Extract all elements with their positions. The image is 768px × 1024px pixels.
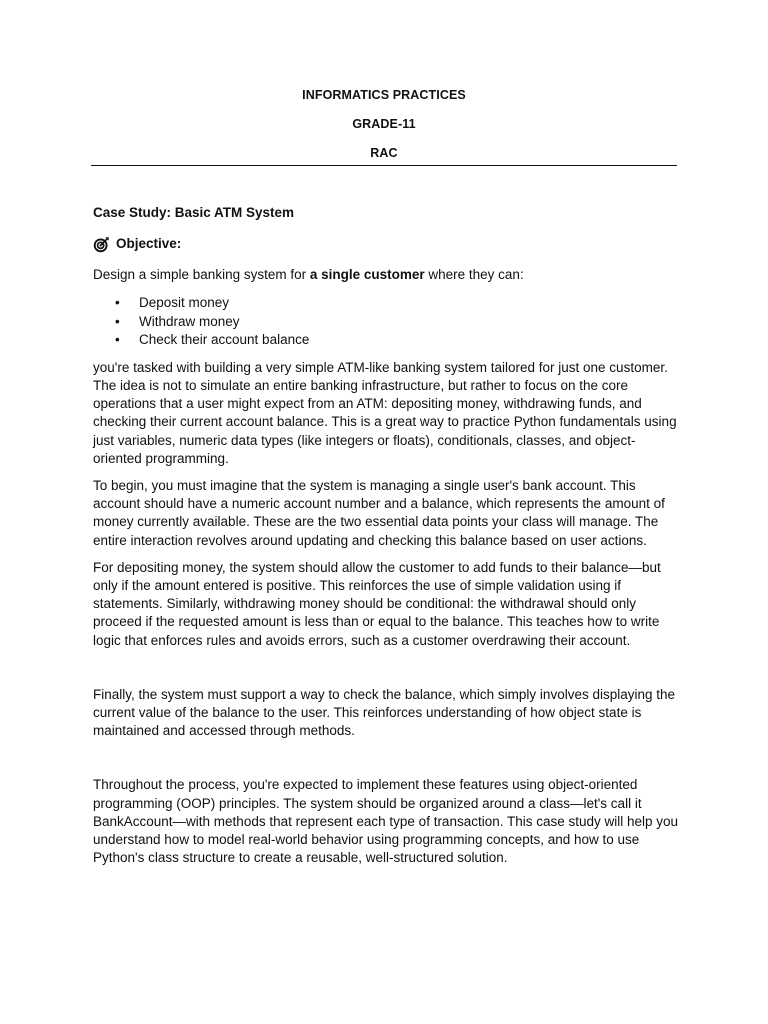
intro-text-start: Design a simple banking system for: [93, 267, 310, 282]
feature-label: Deposit money: [139, 295, 230, 311]
intro-text-end: where they can:: [424, 267, 524, 282]
paragraph-account: To begin, you must imagine that the system is managing a single user's bank account. This account should have a numeric account number and a balance, which represents the amount of money currently available. These are the two essential data points your class will manage. The entire interaction revolves around updating and checking this balance based on user actions.: [93, 477, 665, 548]
objective-intro: [93, 266, 683, 284]
subject-heading: INFORMATICS PRACTICES: [302, 88, 466, 102]
list-item: [93, 331, 683, 350]
objective-label: Objective:: [116, 235, 182, 251]
paragraph-overview: you're tasked with building a very simple ATM-like banking system tailored for just one customer. The idea is not to simulate an entire banking infrastructure, but rather to focus on the core operations that a user might expect from an ATM: depositing money, withdrawing funds, and checking their current account balance. This is a great way to practice Python fundamentals using just variables, numeric data types (like integers or floats), conditionals, classes, and object-oriented programming.: [93, 359, 677, 466]
bullet-icon: •: [115, 332, 120, 348]
intro-emphasis: a single customer: [309, 267, 425, 282]
feature-list: [93, 294, 683, 350]
list-item: [93, 294, 683, 313]
bullet-icon: •: [115, 313, 120, 329]
target-icon: [93, 236, 110, 253]
objective-heading: [93, 234, 683, 254]
bullet-icon: •: [115, 295, 120, 311]
case-study-body: [93, 204, 683, 867]
code-heading: RAC: [370, 146, 398, 160]
paragraph-balance: Finally, the system must support a way to check the balance, which simply involves displaying the current value of the balance to the user. This reinforces understanding of how object state is maintained and accessed through methods.: [93, 686, 676, 739]
paragraph-oop: Throughout the process, you're expected to implement these features using object-oriented programming (OOP) principles. The system should be organized around a class—let's call it BankAccount—with methods that represent each type of transaction. This case study will help you understand how to model real-world behavior using programming concepts, and how to use Python's class structure to create a reusable, well-structured solution.: [93, 777, 679, 866]
grade-heading: GRADE-11: [352, 117, 416, 131]
header-divider: [91, 165, 677, 166]
case-study-title: Case Study: Basic ATM System: [93, 205, 295, 220]
paragraph-transactions: For depositing money, the system should allow the customer to add funds to their balance—but only if the amount entered is positive. This reinforces the use of simple validation using if statements. Similarly, withdrawing money should be conditional: the withdrawal should only proceed if the requested amount is less than or equal to the balance. This teaches how to write logic that enforces rules and avoids errors, such as a customer overdrawing their account.: [93, 559, 661, 648]
list-item: [93, 313, 683, 332]
feature-label: Withdraw money: [139, 313, 240, 329]
feature-label: Check their account balance: [139, 332, 310, 348]
